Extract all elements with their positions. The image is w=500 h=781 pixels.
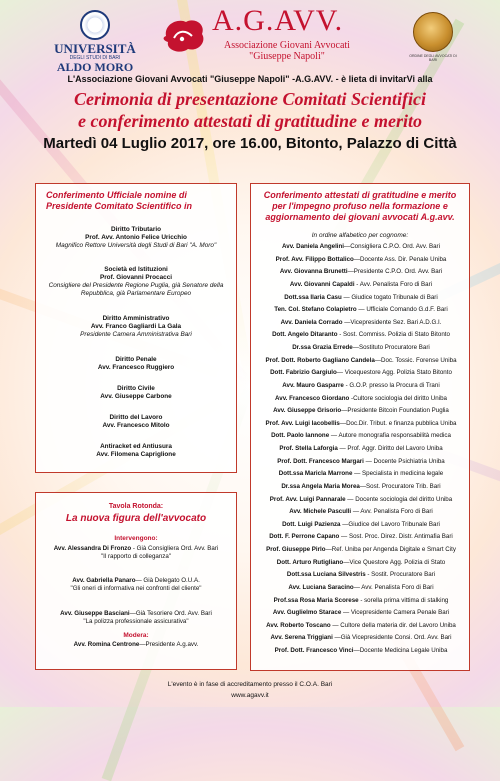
recipient-item <box>255 544 467 557</box>
recipient-name: Prof. Dott. Francesco Vinci <box>274 647 354 654</box>
agavv-logo-subtitle-line1: Associazione Giovani Avvocati <box>224 40 350 51</box>
recipient-desc: —Docente Medicina Legale Uniba <box>353 647 448 654</box>
section-title: Diritto Amministrativo <box>102 315 170 322</box>
recipient-name: Prof.ssa Rosa Maria Scorese <box>273 596 359 604</box>
recipient-item <box>255 443 467 456</box>
recipient-name: Dott.ssa Luciana Silvestris <box>286 571 366 579</box>
nomine-box <box>35 183 237 473</box>
recipient-name: Dr.ssa Angela Maria Morea <box>281 482 360 490</box>
recipient-name: Dott. Luigi Pazienza <box>282 520 341 528</box>
agavv-splash-logo-icon <box>160 16 208 56</box>
event-date-location: Martedì 04 Luglio 2017, ore 16.00, Bitonto, Palazzo di Città <box>43 135 457 152</box>
recipient-name: Dott. Paolo Iannone <box>271 432 330 440</box>
recipient-name: Dott. Fabrizio Gargiulo <box>270 369 337 377</box>
recipient-item <box>255 531 467 544</box>
section-name: Avv. Francesco Ruggiero <box>97 364 175 371</box>
recipient-desc: — Prof. Aggr. Diritto del Lavoro Uniba <box>337 445 443 452</box>
university-seal-icon <box>80 10 110 40</box>
recipient-desc: — Sost. Proc. Direz. Distr. Antimafia Bari <box>339 533 453 541</box>
section-name: Avv. Filomena Capriglione <box>96 451 176 458</box>
event-title-line2: e conferimento attestati di gratitudine e merito <box>78 111 422 131</box>
tavola-rotonda-box <box>35 492 237 670</box>
recipient-name: Ten. Col. Stefano Colapietro <box>274 306 357 314</box>
recipient-item <box>255 254 467 267</box>
moderatore-label: Modera: <box>123 632 149 639</box>
recipient-desc: —Consigliera C.P.O. Ord. Avv. Bari <box>344 243 440 250</box>
section-role: Magnifico Rettore Università degli Studi di Bari "A. Moro" <box>55 242 217 249</box>
recipient-item <box>255 241 467 254</box>
recipient-item <box>255 355 467 368</box>
recipient-desc: — Vicepresidente Camera Penale Bari <box>341 609 450 617</box>
speaker-topic: "Gli oneri di informativa nei confronti del cliente" <box>70 585 202 592</box>
recipient-item <box>255 494 467 507</box>
recipient-desc: — Cultore della materia dir. del Lavoro Uniba <box>330 621 456 629</box>
nomine-heading: Conferimento Ufficiale nomine di Presidente Comitato Scientifico in <box>46 190 193 211</box>
ordine-seal-icon <box>413 12 453 52</box>
ordine-avvocati-logo <box>408 12 458 62</box>
header <box>0 0 500 74</box>
section-title: Diritto Tributario <box>110 226 162 233</box>
recipient-desc: —Doc. Tossic. Forense Uniba <box>374 356 457 364</box>
nomine-section <box>38 315 234 339</box>
recipient-name: Avv. Roberto Toscano <box>266 621 331 629</box>
recipient-item <box>255 582 467 595</box>
nomine-section <box>38 226 234 250</box>
attestati-heading: Conferimento attestati di gratitudine e merito per l'impegno profuso nella formazione e aggiornamento dei giovani avvocati A.g.avv. <box>263 190 457 222</box>
recipient-item <box>255 430 467 443</box>
section-title: Diritto Penale <box>115 356 157 363</box>
recipient-item <box>255 380 467 393</box>
recipient-item <box>255 456 467 469</box>
recipient-name: Prof. Avv. Luigi Iacobellis <box>265 419 340 427</box>
section-name: Prof. Giovanni Procacci <box>99 274 173 281</box>
recipient-name: Avv. Francesco Giordano <box>275 394 350 402</box>
section-name: Avv. Francesco Mitolo <box>102 422 170 429</box>
tavola-rotonda-title: Tavola Rotonda: <box>108 503 164 510</box>
recipient-desc: —Presidente Bitcoin Foundation Puglia <box>341 407 449 415</box>
recipient-item <box>255 607 467 620</box>
section-name: Prof. Avv. Antonio Felice Uricchio <box>85 234 187 241</box>
moderatore-desc: —Presidente A.g.avv. <box>139 641 199 648</box>
recipient-name: Dott.ssa Ilaria Casu <box>284 293 342 301</box>
recipient-name: Dott. Arturo Rutigliano <box>276 558 344 566</box>
recipient-desc: —Sost. Procuratore Trib. Bari <box>359 482 441 490</box>
recipient-name: Prof. Stella Laforgia <box>279 445 338 452</box>
recipient-name: Avv. Daniela Angelini <box>282 243 345 250</box>
recipient-item <box>255 292 467 305</box>
speaker-entry <box>40 545 232 561</box>
university-logo <box>50 10 140 73</box>
recipient-item <box>255 342 467 355</box>
intro-text: L'Associazione Giovani Avvocati "Giuseppe Napoli" -A.G.AVV. - è lieta di invitarVi alla <box>67 74 433 84</box>
speaker-entry <box>40 577 232 593</box>
speaker-topic: "La polizza professionale assicurativa" <box>83 618 189 625</box>
recipient-item <box>255 405 467 418</box>
agavv-logo-subtitle-line2: "Giuseppe Napoli" <box>249 51 325 62</box>
recipient-item <box>255 557 467 570</box>
recipient-desc: - Avv. Penalista Foro di Bari <box>354 280 433 288</box>
recipient-desc: — Giudice togato Tribunale di Bari <box>341 293 438 301</box>
recipient-name: Avv. Michele Pasculli <box>289 508 352 516</box>
recipient-item <box>255 266 467 279</box>
recipient-item <box>255 569 467 582</box>
intervengono-label: Intervengono: <box>114 535 158 542</box>
recipient-name: Dott. Angelo Ditaranto <box>272 331 338 339</box>
recipient-item <box>255 317 467 330</box>
speaker-name: Avv. Gabriella Panaro <box>72 577 136 584</box>
speaker-topic: "Il rapporto di colleganza" <box>100 553 172 560</box>
nomine-section <box>38 266 234 298</box>
recipient-desc: — Vicequestore Agg. Polizia Stato Bitonto <box>336 369 452 377</box>
recipient-item <box>255 506 467 519</box>
recipient-item <box>255 367 467 380</box>
nomine-section <box>38 385 234 401</box>
recipient-desc: —Presidente C.P.O. Ord. Avv. Bari <box>347 268 443 276</box>
recipient-name: Prof. Dott. Roberto Gagliano Candela <box>265 356 375 364</box>
recipient-name: Dott. F. Perrone Capano <box>269 533 340 541</box>
recipient-name: Dr.ssa Grazia Errede <box>292 344 353 351</box>
recipient-item <box>255 304 467 317</box>
recipient-desc: — Ufficiale Comando G.d.F. Bari <box>356 306 448 314</box>
website-link[interactable]: www.agavv.it <box>231 692 269 699</box>
speaker-name: Avv. Giuseppe Basciani <box>60 610 130 617</box>
agavv-logo-title: A.G.AVV. <box>212 4 344 37</box>
recipient-desc: — Autore monografia responsabilità medica <box>329 432 451 440</box>
recipient-desc: —Sostituto Procuratore Bari <box>352 344 430 351</box>
recipient-desc: — Docente Psichiatria Uniba <box>363 457 445 465</box>
university-name: UNIVERSITÀ <box>54 41 136 56</box>
recipient-name: Prof. Avv. Luigi Pannarale <box>269 495 346 503</box>
nomine-section <box>38 356 234 372</box>
tavola-rotonda-subtitle: La nuova figura dell'avvocato <box>65 513 207 524</box>
recipient-desc: —Doc.Dir. Tribut. e finanza pubblica Uniba <box>339 419 457 427</box>
recipient-item <box>255 632 467 645</box>
recipient-desc: - Sost. Commiss. Polizia di Stato Bitonto <box>337 331 450 339</box>
recipient-item <box>255 519 467 532</box>
recipient-desc: - Sostit. Procuratore Bari <box>365 571 436 579</box>
recipient-desc: —Ref. Uniba per Angenda Digitale e Smart City <box>325 546 456 553</box>
recipient-name: Avv. Mauro Gasparre <box>282 381 344 389</box>
recipient-desc: —Già Vicepresidente Consi. Ord. Avv. Bari <box>332 634 452 642</box>
recipient-name: Prof. Giuseppe Pirlo <box>266 546 326 553</box>
recipient-item <box>255 620 467 633</box>
speaker-desc: —Già Tesoriere Ord. Avv. Bari <box>129 610 212 617</box>
section-title: Antiracket ed Antiusura <box>100 443 172 450</box>
recipient-desc: — Avv. Penalista Foro di Bari <box>353 583 434 591</box>
attestati-subheading: In ordine alfabetico per cognome: <box>311 232 409 239</box>
recipient-desc: - sorella prima vittima di stalking <box>358 596 449 604</box>
section-name: Avv. Franco Gagliardi La Gala <box>90 323 182 330</box>
recipient-item <box>255 279 467 292</box>
recipient-name: Prof. Dott. Francesco Margari <box>277 457 364 465</box>
recipient-item <box>255 595 467 608</box>
accreditation-note: L'evento è in fase di accreditamento presso il C.O.A. Bari <box>167 681 333 688</box>
recipient-name: Avv. Giovanni Capaldi <box>289 280 355 288</box>
section-title: Società ed Istituzioni <box>104 266 168 273</box>
section-role: Presidente Camera Amministrativa Bari <box>80 331 192 338</box>
moderatore-entry <box>40 641 232 649</box>
recipient-name: Avv. Daniela Corrado <box>280 318 343 326</box>
recipient-item <box>255 481 467 494</box>
recipient-name: Avv. Guglielmo Starace <box>272 609 342 617</box>
recipient-name: Avv. Giuseppe Grisorio <box>273 407 342 415</box>
recipient-item <box>255 329 467 342</box>
recipient-desc: -Cultore sociologia del diritto Uniba <box>349 394 447 402</box>
section-name: Avv. Giuseppe Carbone <box>100 393 172 400</box>
section-role: Consigliere del Presidente Regione Puglia, già Senatore della Repubblica, già Parlamentare Europeo <box>48 282 224 297</box>
recipient-desc: — Avv. Penalista Foro di Bari <box>351 508 433 516</box>
agavv-logo-subtitle <box>212 40 362 62</box>
recipient-name: Avv. Serena Triggiani <box>270 634 333 642</box>
section-title: Diritto del Lavoro <box>109 414 163 421</box>
recipient-desc: — Specialista in medicina legale <box>352 470 444 478</box>
recipient-item <box>255 468 467 481</box>
recipient-desc: —Vicepresidente Sez. Bari A.D.G.I. <box>342 318 442 326</box>
recipient-item <box>255 418 467 431</box>
university-subtitle: DEGLI STUDI DI BARI <box>69 55 121 61</box>
recipient-item <box>255 393 467 406</box>
recipient-desc: —Giudice del Lavoro Tribunale Bari <box>340 520 440 528</box>
university-name-line2: ALDO MORO <box>56 60 134 74</box>
speaker-entry <box>40 610 232 626</box>
recipients-list <box>255 241 467 658</box>
recipient-name: Avv. Giovanna Brunetti <box>279 268 348 276</box>
recipient-item <box>255 645 467 658</box>
event-title-line1: Cerimonia di presentazione Comitati Scientifici <box>73 89 427 109</box>
nomine-section <box>38 443 234 459</box>
attestati-box <box>250 183 470 671</box>
ordine-logo-text: ORDINE DEGLI AVVOCATI DI BARI <box>409 54 457 62</box>
recipient-name: Dott.ssa Maricla Marrone <box>278 470 353 478</box>
recipient-desc: —Vice Questore Agg. Polizia di Stato <box>343 558 446 566</box>
speaker-desc: - Già Consigliera Ord. Avv. Bari <box>131 545 219 552</box>
speaker-desc: — Già Delegato O.U.A. <box>135 577 200 584</box>
moderatore-name: Avv. Romina Centrone <box>73 641 140 648</box>
recipient-desc: — Docente sociologia del diritto Uniba <box>345 495 453 503</box>
recipient-name: Prof. Avv. Filippo Bottalico <box>275 255 354 263</box>
recipient-name: Avv. Luciana Saracino <box>288 583 354 591</box>
section-title: Diritto Civile <box>117 385 155 392</box>
recipient-desc: - G.O.P. presso la Procura di Trani <box>343 381 440 389</box>
speaker-name: Avv. Alessandra Di Fronzo <box>53 545 132 552</box>
nomine-section <box>38 414 234 430</box>
recipient-desc: —Docente Ass. Dir. Penale Uniba <box>353 255 447 263</box>
